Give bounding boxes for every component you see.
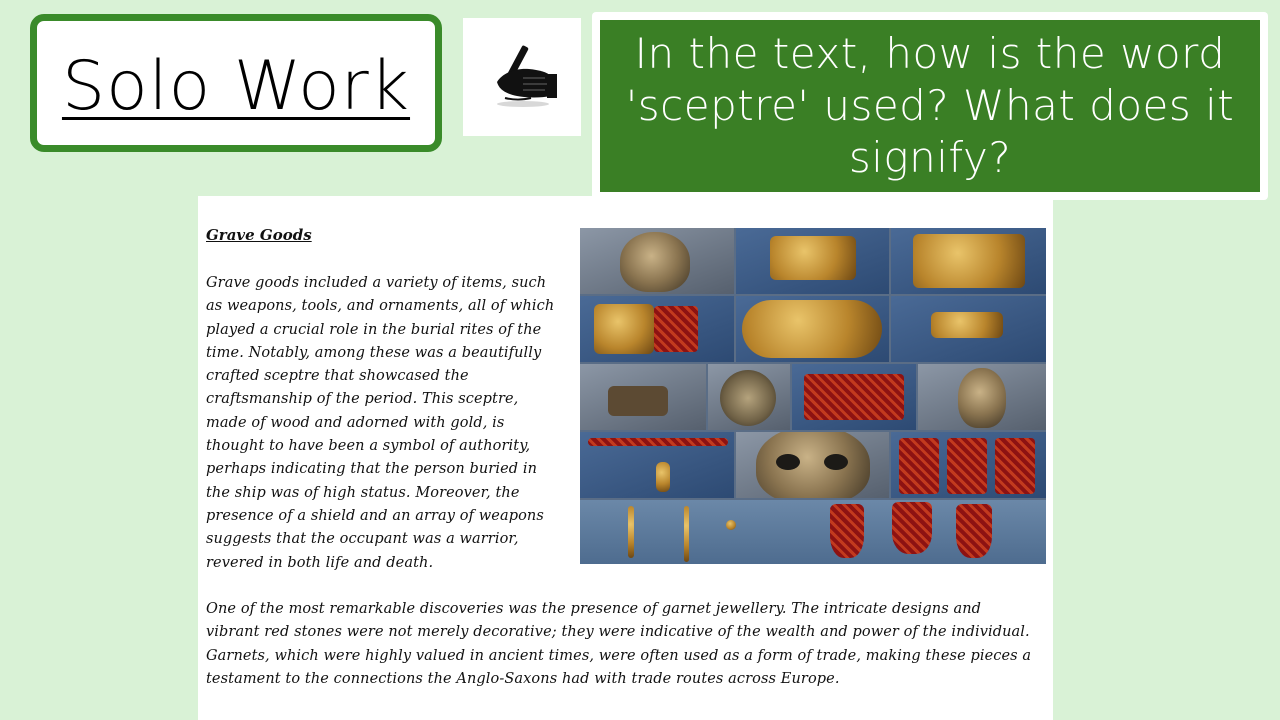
grave-goods-document (198, 196, 1053, 720)
shield-boss-photo (708, 364, 790, 430)
helmet-photo (580, 228, 734, 294)
mount-fittings-photo (580, 432, 734, 498)
shoulder-clasp-photo (891, 228, 1046, 294)
solo-work-card (30, 14, 442, 152)
strap-mount-photo (891, 296, 1046, 362)
question-text: In the text, how is the word 'sceptre' used? What does it signify? (625, 29, 1235, 182)
sword-fragments-photo (580, 364, 706, 430)
question-card (592, 12, 1268, 200)
helmet-display-photo (918, 364, 1046, 430)
artefact-photo-collage (580, 228, 1046, 564)
question-panel (600, 20, 1260, 192)
garnet-buckle-photo (792, 364, 916, 430)
document-paragraph-2: One of the most remarkable discoveries was the presence of garnet jewellery. The intricate designs and vibrant red stones were not merely decorative; they were indicative of the wealth and power of the individual. Garnets, which were highly valued in ancient times, were often used as a form of trade, making these pieces a testament to the connections the Anglo-Saxons had with trade routes across Europe. (206, 601, 1032, 687)
document-heading: Grave Goods (206, 226, 312, 244)
gold-clasp-photo (736, 296, 889, 362)
garnet-clasps-photo (891, 432, 1046, 498)
gold-buckle-photo (736, 228, 889, 294)
document-paragraph-1: Grave goods included a variety of items, such as weapons, tools, and ornaments, all of which played a crucial role in the burial rites of the time. Notably, among these was a beautifully crafted sceptre that showcased the craftsmanship of the period. This sceptre, made of wood and adorned with gold, is thought to have been a symbol of authority, perhaps indicating that the person buried in the ship was of high status. Moreover, the presence of a shield and an array of weapons suggests that the occupant was a warrior, revered in both life and death. (206, 275, 555, 571)
writing-icon-card (463, 18, 581, 136)
purse-lid-photo (580, 296, 734, 362)
helmet-closeup-photo (736, 432, 889, 498)
writing-hand-icon (483, 38, 561, 116)
pins-and-fittings-photo (580, 500, 1046, 564)
solo-work-title: Solo Work (61, 47, 411, 126)
